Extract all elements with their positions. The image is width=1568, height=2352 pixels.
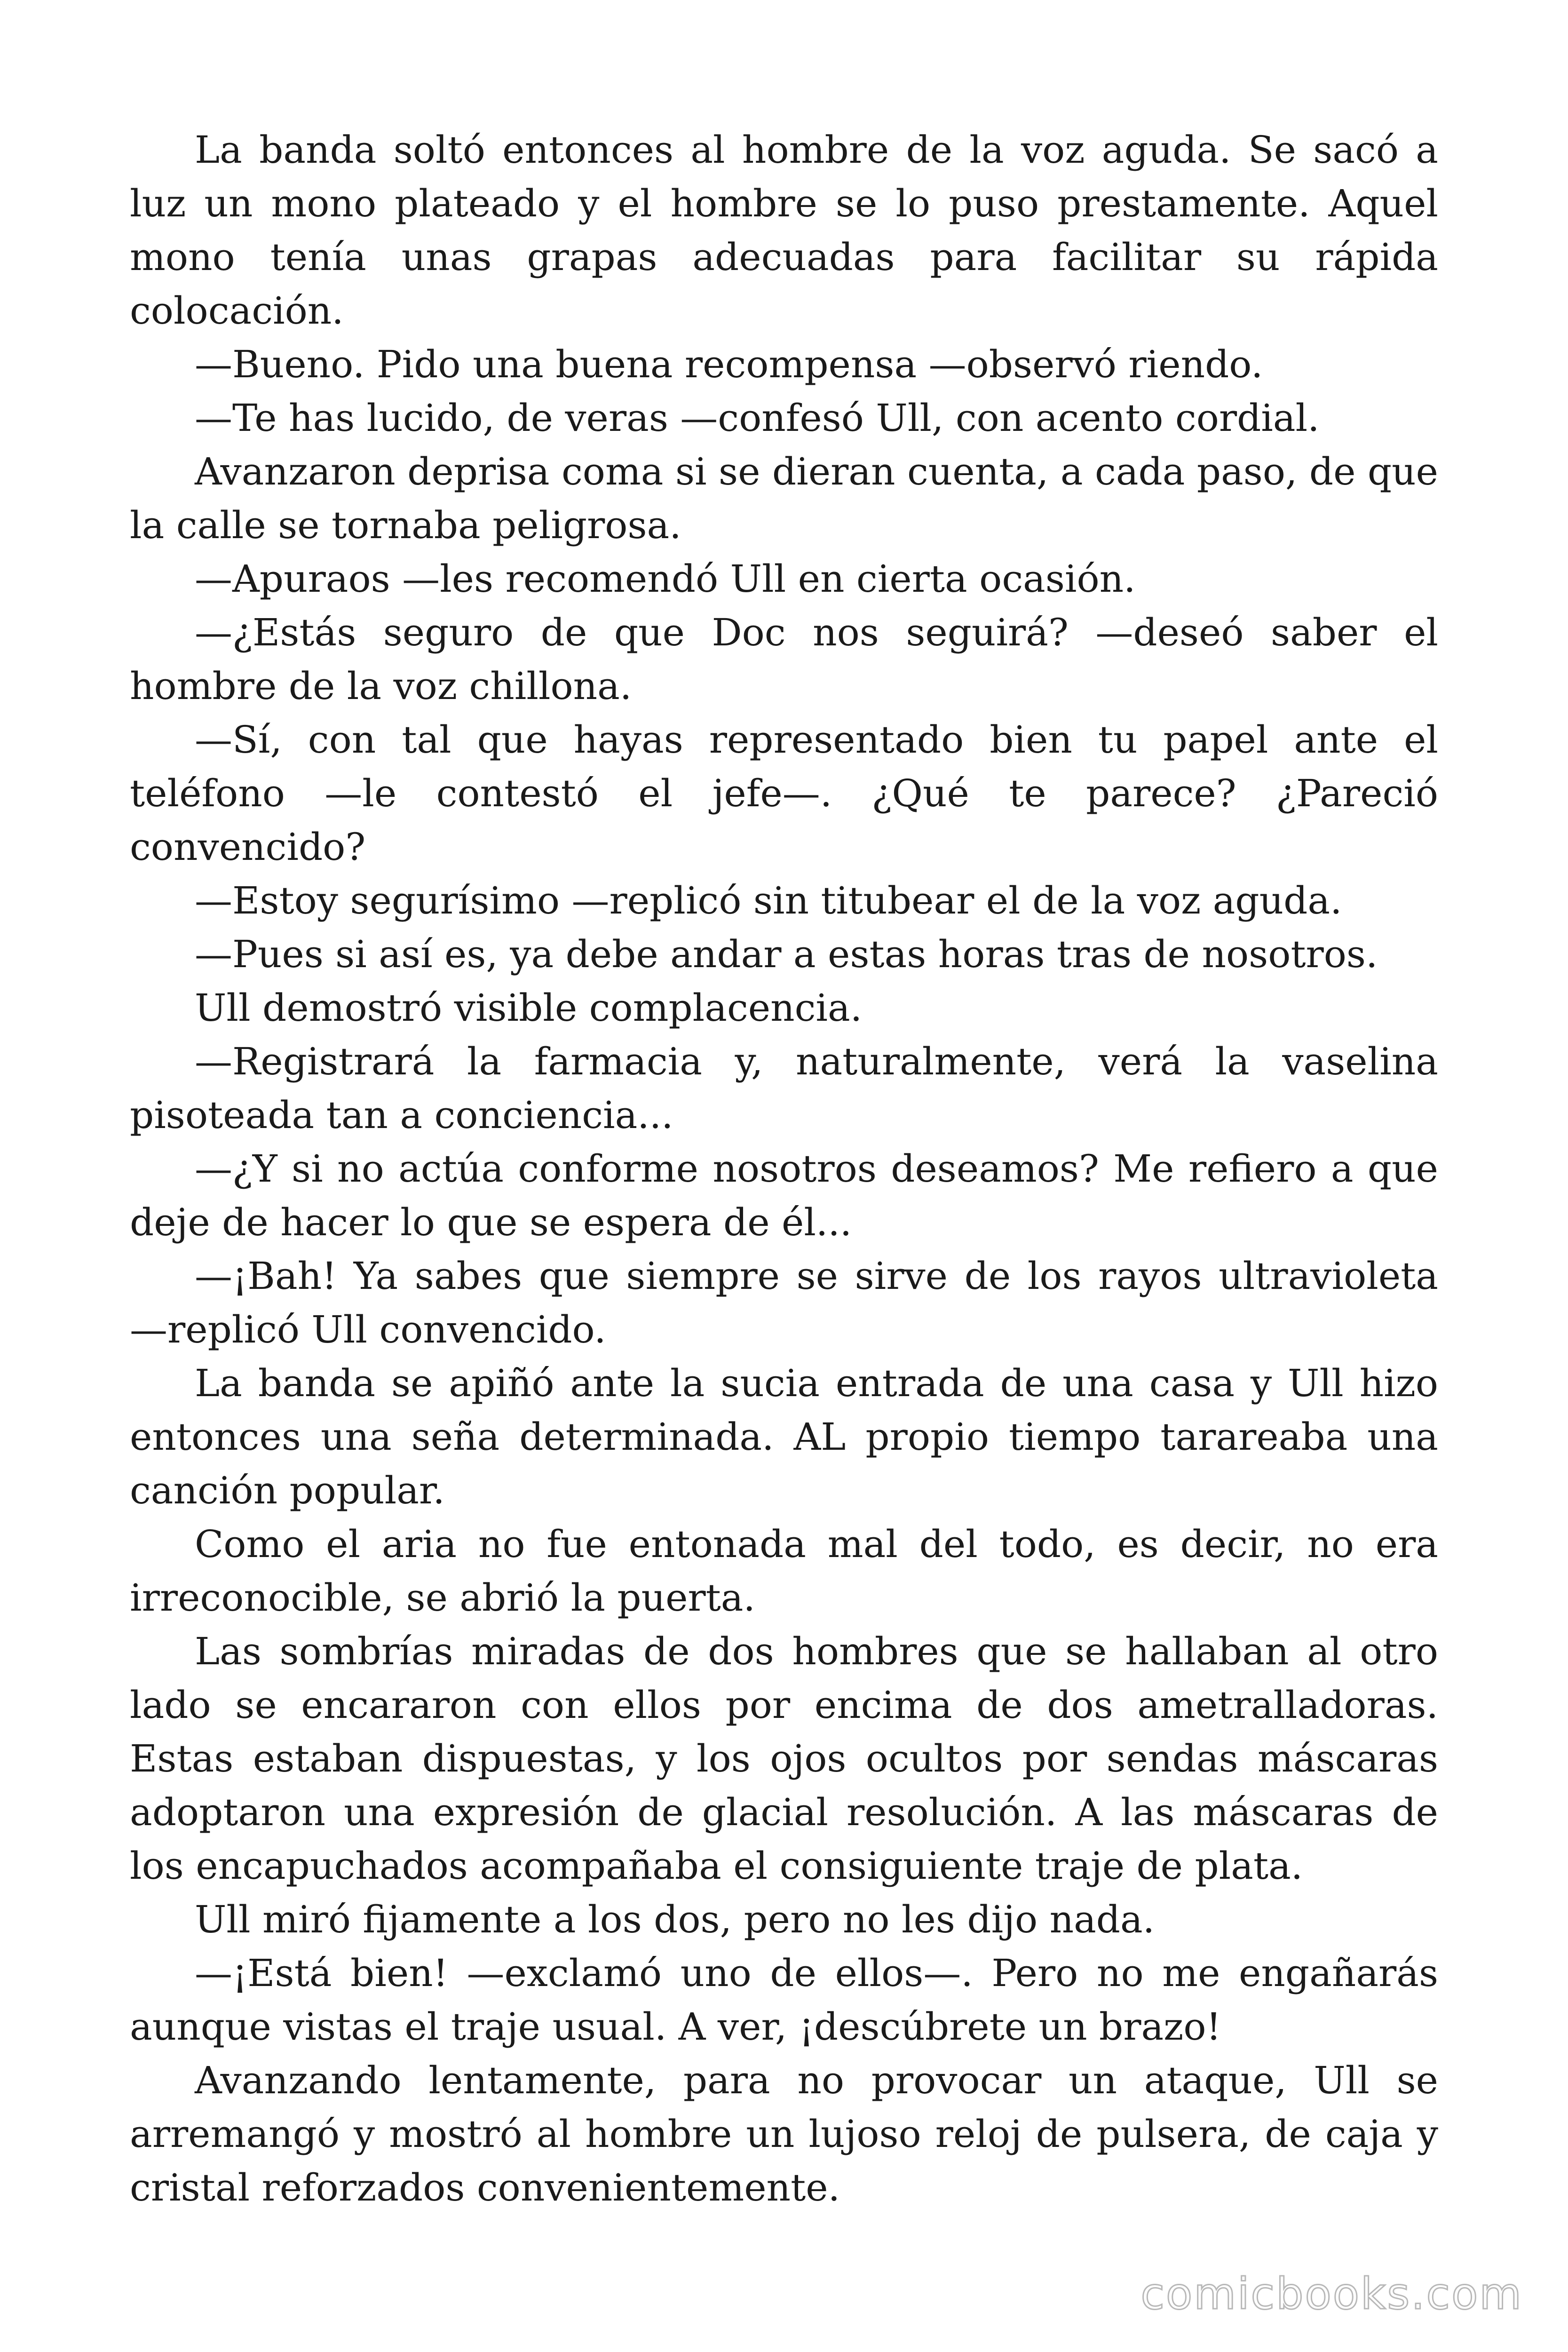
paragraph: —Sí, con tal que hayas representado bien tu papel ante el teléfono —le contestó el jefe—. ¿Qué te parece? ¿Pareció convencido? (130, 718, 1438, 869)
paragraph: —Te has lucido, de veras —confesó Ull, con acento cordial. (195, 396, 1320, 440)
paragraph: Como el aria no fue entonada mal del todo, es decir, no era irreconocible, se abrió la puerta. (130, 1522, 1438, 1620)
paragraph: La banda soltó entonces al hombre de la voz aguda. Se sacó a luz un mono plateado y el hombre se lo puso prestamente. Aquel mono tenía unas grapas adecuadas para facilitar su rápida colocación. (130, 128, 1438, 333)
paragraph: —Registrará la farmacia y, naturalmente, verá la vaselina pisoteada tan a conciencia... (130, 1040, 1438, 1137)
paragraph: Avanzaron deprisa coma si se dieran cuenta, a cada paso, de que la calle se tornaba peligrosa. (130, 450, 1438, 547)
paragraph: —¡Está bien! —exclamó uno de ellos—. Pero no me engañarás aunque vistas el traje usual. A ver, ¡descúbrete un brazo! (130, 1951, 1438, 2049)
paragraph: La banda se apiñó ante la sucia entrada de una casa y Ull hizo entonces una seña determinada. AL propio tiempo tarareaba una canción popular. (130, 1361, 1438, 1512)
paragraph: Ull miró fijamente a los dos, pero no les dijo nada. (195, 1898, 1155, 1941)
paragraph: —Apuraos —les recomendó Ull en cierta ocasión. (195, 557, 1136, 601)
paragraph: —Bueno. Pido una buena recompensa —observó riendo. (195, 342, 1263, 386)
paragraph: Ull demostró visible complacencia. (195, 986, 863, 1030)
paragraph: Las sombrías miradas de dos hombres que se hallaban al otro lado se encararon con ellos por encima de dos ametralladoras. Estas estaban dispuestas, y los ojos ocultos por sendas máscaras adoptaron una expresión de glacial resolución. A las máscaras de los encapuchados acompañaba el consiguiente traje de plata. (130, 1629, 1438, 1888)
page-text (130, 123, 1438, 2215)
paragraph: Avanzando lentamente, para no provocar un ataque, Ull se arremangó y mostró al hombre un lujoso reloj de pulsera, de caja y cristal reforzados convenientemente. (130, 2058, 1438, 2209)
watermark: comicbooks.com (1140, 2269, 1523, 2319)
paragraph: —Pues si así es, ya debe andar a estas horas tras de nosotros. (195, 932, 1378, 976)
paragraph: —¡Bah! Ya sabes que siempre se sirve de los rayos ultravioleta —replicó Ull convencido. (130, 1254, 1438, 1351)
paragraph: —Estoy segurísimo —replicó sin titubear el de la voz aguda. (195, 879, 1342, 922)
paragraph: —¿Estás seguro de que Doc nos seguirá? —deseó saber el hombre de la voz chillona. (130, 611, 1438, 708)
paragraph: —¿Y si no actúa conforme nosotros deseamos? Me refiero a que deje de hacer lo que se espera de él... (130, 1147, 1438, 1244)
